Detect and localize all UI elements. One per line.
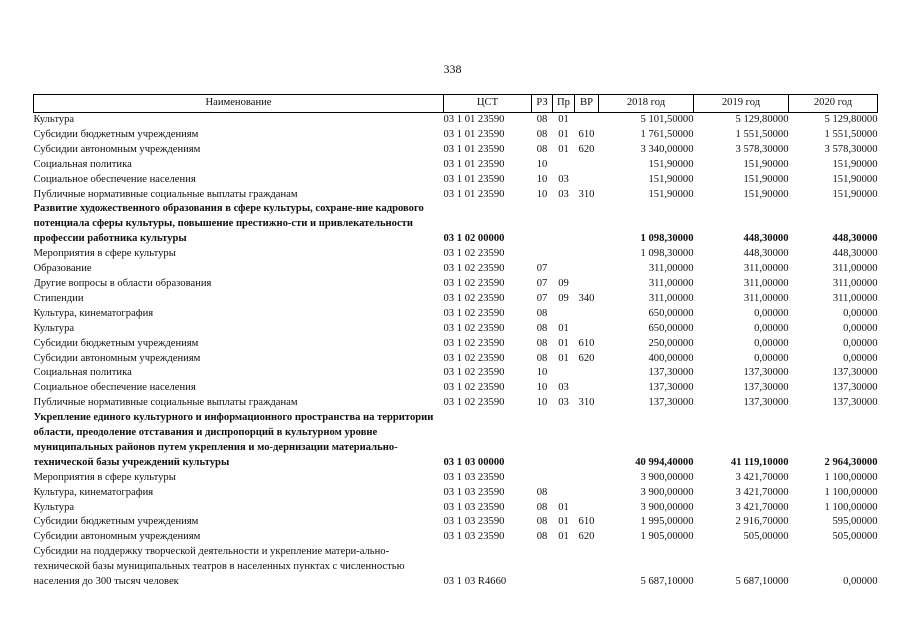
cell-cst: 03 1 02 23590 bbox=[443, 382, 505, 394]
cell-2020: 1 551,50000 bbox=[824, 128, 878, 140]
table-header-row bbox=[34, 95, 878, 113]
cell-pr: 03 bbox=[558, 382, 569, 394]
cell-name: Субсидии автономным учреждениям bbox=[33, 531, 201, 543]
cell-rz: 10 bbox=[536, 173, 548, 185]
cell-name: Социальная политика bbox=[33, 367, 132, 379]
cell-cst: 03 1 01 23590 bbox=[443, 143, 505, 155]
cell-2018: 311,00000 bbox=[648, 292, 694, 304]
cell-2018: 3 900,00000 bbox=[640, 501, 694, 513]
header-2018: 2018 год bbox=[599, 95, 694, 113]
cell-vr: 610 bbox=[578, 516, 595, 528]
cell-rz: 10 bbox=[536, 397, 548, 409]
cell-2018: 151,90000 bbox=[648, 188, 694, 200]
cell-vr bbox=[575, 366, 599, 381]
cell-2019: 311,00000 bbox=[743, 263, 789, 275]
cell-rz bbox=[532, 411, 553, 471]
cell-pr: 01 bbox=[558, 352, 569, 364]
cell-2019: 151,90000 bbox=[743, 158, 789, 170]
cell-vr bbox=[575, 262, 599, 277]
cell-name: Субсидии бюджетным учреждениям bbox=[33, 128, 199, 140]
cell-2020: 137,30000 bbox=[832, 382, 878, 394]
cell-2018: 3 900,00000 bbox=[640, 486, 694, 498]
cell-pr bbox=[553, 486, 575, 501]
cell-pr: 01 bbox=[558, 531, 569, 543]
cell-name: Мероприятия в сфере культуры bbox=[33, 471, 176, 483]
cell-vr: 620 bbox=[578, 352, 595, 364]
cell-2018: 137,30000 bbox=[648, 382, 694, 394]
cell-2019: 1 551,50000 bbox=[735, 128, 789, 140]
cell-2018: 400,00000 bbox=[648, 352, 694, 364]
cell-2020: 2 964,30000 bbox=[824, 456, 878, 468]
cell-vr bbox=[575, 247, 599, 262]
table-row bbox=[34, 158, 878, 173]
cell-2020: 1 100,00000 bbox=[824, 486, 878, 498]
cell-rz: 08 bbox=[536, 322, 548, 334]
cell-pr: 01 bbox=[558, 143, 569, 155]
cell-2019: 0,00000 bbox=[754, 337, 789, 349]
cell-2019: 151,90000 bbox=[743, 173, 789, 185]
cell-2018: 1 761,50000 bbox=[640, 128, 694, 140]
cell-cst: 03 1 02 23590 bbox=[443, 337, 505, 349]
cell-pr: 03 bbox=[558, 397, 569, 409]
cell-pr bbox=[553, 247, 575, 262]
cell-rz: 08 bbox=[536, 337, 548, 349]
cell-2019: 3 421,70000 bbox=[735, 471, 789, 483]
header-pr: Пр bbox=[553, 95, 575, 113]
cell-pr: 03 bbox=[558, 173, 569, 185]
cell-rz: 10 bbox=[536, 367, 548, 379]
cell-pr bbox=[553, 411, 575, 471]
cell-vr: 620 bbox=[578, 531, 595, 543]
cell-name: Субсидии автономным учреждениям bbox=[33, 143, 201, 155]
cell-2020: 137,30000 bbox=[832, 397, 878, 409]
cell-name: Образование bbox=[33, 263, 92, 275]
table-row bbox=[34, 515, 878, 530]
cell-2018: 311,00000 bbox=[648, 263, 694, 275]
cell-2019: 448,30000 bbox=[743, 248, 789, 260]
table-row bbox=[34, 545, 878, 590]
cell-cst: 03 1 03 23590 bbox=[443, 486, 505, 498]
cell-cst: 03 1 02 23590 bbox=[443, 367, 505, 379]
cell-2020: 5 129,80000 bbox=[824, 114, 878, 125]
table-body bbox=[34, 113, 878, 591]
cell-pr bbox=[553, 202, 575, 247]
cell-2020: 0,00000 bbox=[843, 576, 878, 588]
cell-vr bbox=[575, 158, 599, 173]
cell-vr: 310 bbox=[578, 188, 595, 200]
budget-table bbox=[33, 94, 878, 590]
cell-2020: 151,90000 bbox=[832, 173, 878, 185]
cell-2020: 311,00000 bbox=[832, 263, 878, 275]
cell-name: Укрепление единого культурного и информационного пространства на территории области, преодоление отставания и диспропорций в культурном уровне муниципальных районов путем укрепления и мо-дернизации материально-технической базы учреждений культуры bbox=[33, 412, 434, 468]
cell-2020: 1 100,00000 bbox=[824, 501, 878, 513]
cell-2018: 650,00000 bbox=[648, 307, 694, 319]
cell-2018: 1 098,30000 bbox=[640, 248, 694, 260]
header-cst: ЦСТ bbox=[444, 95, 532, 113]
cell-cst: 03 1 03 R4660 bbox=[443, 576, 507, 588]
cell-rz bbox=[532, 471, 553, 486]
cell-vr: 620 bbox=[578, 143, 595, 155]
table-row bbox=[34, 277, 878, 292]
cell-rz: 10 bbox=[536, 158, 548, 170]
cell-2020: 0,00000 bbox=[843, 307, 878, 319]
cell-2019: 2 916,70000 bbox=[735, 516, 789, 528]
cell-name: Культура, кинематография bbox=[33, 307, 154, 319]
cell-rz: 08 bbox=[536, 516, 548, 528]
cell-2018: 137,30000 bbox=[648, 367, 694, 379]
cell-2018: 3 900,00000 bbox=[640, 471, 694, 483]
cell-2019: 3 421,70000 bbox=[735, 486, 789, 498]
cell-2019: 5 129,80000 bbox=[735, 114, 789, 125]
cell-rz bbox=[532, 202, 553, 247]
page-number: 338 bbox=[443, 62, 462, 76]
cell-rz: 08 bbox=[536, 143, 548, 155]
cell-cst: 03 1 03 23590 bbox=[443, 516, 505, 528]
cell-2020: 311,00000 bbox=[832, 277, 878, 289]
table-row bbox=[34, 307, 878, 322]
cell-cst: 03 1 02 23590 bbox=[443, 292, 505, 304]
cell-2019: 0,00000 bbox=[754, 352, 789, 364]
cell-pr: 09 bbox=[558, 292, 569, 304]
cell-2019: 0,00000 bbox=[754, 322, 789, 334]
cell-2019: 311,00000 bbox=[743, 292, 789, 304]
cell-rz bbox=[532, 545, 553, 590]
cell-2020: 151,90000 bbox=[832, 188, 878, 200]
cell-name: Культура, кинематография bbox=[33, 486, 154, 498]
table-row bbox=[34, 262, 878, 277]
cell-cst: 03 1 01 23590 bbox=[443, 128, 505, 140]
cell-rz: 08 bbox=[536, 128, 548, 140]
cell-vr: 610 bbox=[578, 128, 595, 140]
cell-vr bbox=[575, 486, 599, 501]
cell-rz: 08 bbox=[536, 501, 548, 513]
cell-vr bbox=[575, 501, 599, 516]
cell-pr: 01 bbox=[558, 337, 569, 349]
cell-2020: 0,00000 bbox=[843, 337, 878, 349]
cell-rz: 08 bbox=[536, 114, 548, 125]
cell-cst: 03 1 02 23590 bbox=[443, 307, 505, 319]
table-row bbox=[34, 501, 878, 516]
cell-2020: 311,00000 bbox=[832, 292, 878, 304]
cell-rz: 07 bbox=[536, 277, 548, 289]
cell-cst: 03 1 01 23590 bbox=[443, 173, 505, 185]
cell-2019: 505,00000 bbox=[743, 531, 789, 543]
table-row-section bbox=[34, 411, 878, 471]
cell-vr bbox=[575, 322, 599, 337]
cell-cst: 03 1 03 00000 bbox=[443, 456, 505, 468]
cell-cst: 03 1 02 23590 bbox=[443, 248, 505, 260]
cell-pr: 01 bbox=[558, 501, 569, 513]
table-row bbox=[34, 188, 878, 203]
cell-pr bbox=[553, 545, 575, 590]
cell-name: Социальная политика bbox=[33, 158, 132, 170]
cell-name: Субсидии бюджетным учреждениям bbox=[33, 516, 199, 528]
cell-name: Субсидии на поддержку творческой деятельности и укрепление матери-ально-технической базы муниципальных театров в населенных пунктах с численностью населения до 300 тысяч человек bbox=[33, 546, 405, 588]
cell-pr bbox=[553, 262, 575, 277]
table-row bbox=[34, 530, 878, 545]
cell-pr: 01 bbox=[558, 128, 569, 140]
cell-cst: 03 1 02 23590 bbox=[443, 352, 505, 364]
cell-2020: 151,90000 bbox=[832, 158, 878, 170]
cell-2019: 137,30000 bbox=[743, 367, 789, 379]
cell-vr bbox=[575, 113, 599, 128]
cell-pr bbox=[553, 471, 575, 486]
cell-name: Мероприятия в сфере культуры bbox=[33, 248, 176, 260]
cell-2020: 448,30000 bbox=[832, 248, 878, 260]
cell-vr bbox=[575, 202, 599, 247]
cell-vr bbox=[575, 277, 599, 292]
cell-name: Субсидии бюджетным учреждениям bbox=[33, 337, 199, 349]
cell-2019: 3 578,30000 bbox=[735, 143, 789, 155]
cell-vr bbox=[575, 381, 599, 396]
cell-vr bbox=[575, 545, 599, 590]
cell-2020: 0,00000 bbox=[843, 322, 878, 334]
cell-vr: 310 bbox=[578, 397, 595, 409]
table-row bbox=[34, 381, 878, 396]
table-row bbox=[34, 337, 878, 352]
cell-2020: 137,30000 bbox=[832, 367, 878, 379]
cell-2018: 5 687,10000 bbox=[640, 576, 694, 588]
cell-2018: 250,00000 bbox=[648, 337, 694, 349]
cell-2020: 595,00000 bbox=[832, 516, 878, 528]
cell-2018: 1 098,30000 bbox=[640, 233, 694, 245]
cell-rz: 10 bbox=[536, 382, 548, 394]
cell-2019: 151,90000 bbox=[743, 188, 789, 200]
cell-cst: 03 1 01 23590 bbox=[443, 188, 505, 200]
table-row bbox=[34, 471, 878, 486]
cell-2020: 0,00000 bbox=[843, 352, 878, 364]
cell-cst: 03 1 01 23590 bbox=[443, 158, 505, 170]
cell-pr bbox=[553, 366, 575, 381]
table-row bbox=[34, 143, 878, 158]
cell-pr: 01 bbox=[558, 322, 569, 334]
cell-vr bbox=[575, 411, 599, 471]
cell-cst: 03 1 01 23590 bbox=[443, 114, 505, 125]
cell-pr: 01 bbox=[558, 516, 569, 528]
cell-vr bbox=[575, 307, 599, 322]
cell-2018: 1 905,00000 bbox=[640, 531, 694, 543]
cell-name: Субсидии автономным учреждениям bbox=[33, 352, 201, 364]
cell-2018: 3 340,00000 bbox=[640, 143, 694, 155]
cell-cst: 03 1 02 00000 bbox=[443, 233, 505, 245]
cell-2018: 5 101,50000 bbox=[640, 114, 694, 125]
table-row bbox=[34, 247, 878, 262]
cell-2018: 311,00000 bbox=[648, 277, 694, 289]
table-row bbox=[34, 292, 878, 307]
header-rz: РЗ bbox=[532, 95, 553, 113]
table-row bbox=[34, 173, 878, 188]
cell-rz: 08 bbox=[536, 531, 548, 543]
cell-rz: 08 bbox=[536, 352, 548, 364]
cell-cst: 03 1 02 23590 bbox=[443, 277, 505, 289]
cell-name: Другие вопросы в области образования bbox=[33, 277, 212, 289]
cell-name: Публичные нормативные социальные выплаты гражданам bbox=[33, 397, 298, 409]
cell-name: Социальное обеспечение населения bbox=[33, 382, 196, 394]
cell-2019: 448,30000 bbox=[743, 233, 789, 245]
cell-2020: 3 578,30000 bbox=[824, 143, 878, 155]
cell-2018: 40 994,40000 bbox=[635, 456, 694, 468]
cell-rz: 10 bbox=[536, 188, 548, 200]
cell-pr: 09 bbox=[558, 277, 569, 289]
cell-2019: 3 421,70000 bbox=[735, 501, 789, 513]
cell-cst: 03 1 03 23590 bbox=[443, 471, 505, 483]
cell-rz: 07 bbox=[536, 292, 548, 304]
cell-2018: 650,00000 bbox=[648, 322, 694, 334]
cell-2019: 311,00000 bbox=[743, 277, 789, 289]
table-row bbox=[34, 128, 878, 143]
header-2019: 2019 год bbox=[694, 95, 789, 113]
header-name: Наименование bbox=[34, 95, 444, 113]
cell-2019: 0,00000 bbox=[754, 307, 789, 319]
cell-rz: 07 bbox=[536, 263, 548, 275]
cell-2018: 137,30000 bbox=[648, 397, 694, 409]
table-row-section bbox=[34, 202, 878, 247]
cell-pr bbox=[553, 307, 575, 322]
cell-cst: 03 1 02 23590 bbox=[443, 397, 505, 409]
cell-2020: 1 100,00000 bbox=[824, 471, 878, 483]
cell-vr: 340 bbox=[578, 292, 595, 304]
cell-cst: 03 1 03 23590 bbox=[443, 501, 505, 513]
cell-2019: 137,30000 bbox=[743, 397, 789, 409]
header-2020: 2020 год bbox=[789, 95, 878, 113]
cell-2019: 41 119,10000 bbox=[730, 456, 789, 468]
cell-2019: 5 687,10000 bbox=[735, 576, 789, 588]
cell-name: Развитие художественного образования в сфере культуры, сохране-ние кадрового потенциала сферы культуры, повышение престижно-сти и привлекательности профессии работника культуры bbox=[33, 203, 424, 245]
cell-name: Культура bbox=[33, 114, 75, 125]
cell-rz: 08 bbox=[536, 307, 548, 319]
table-row bbox=[34, 486, 878, 501]
cell-pr: 01 bbox=[558, 114, 569, 125]
cell-cst: 03 1 02 23590 bbox=[443, 322, 505, 334]
cell-name: Культура bbox=[33, 322, 75, 334]
table-row bbox=[34, 352, 878, 367]
cell-name: Культура bbox=[33, 501, 75, 513]
cell-name: Социальное обеспечение населения bbox=[33, 173, 196, 185]
cell-2018: 151,90000 bbox=[648, 173, 694, 185]
cell-vr bbox=[575, 173, 599, 188]
cell-2018: 151,90000 bbox=[648, 158, 694, 170]
cell-pr bbox=[553, 158, 575, 173]
cell-rz: 08 bbox=[536, 486, 548, 498]
cell-cst: 03 1 02 23590 bbox=[443, 263, 505, 275]
cell-rz bbox=[532, 247, 553, 262]
cell-name: Стипендии bbox=[33, 292, 84, 304]
header-vr: ВР bbox=[575, 95, 599, 113]
cell-2020: 448,30000 bbox=[832, 233, 878, 245]
cell-vr: 610 bbox=[578, 337, 595, 349]
cell-name: Публичные нормативные социальные выплаты гражданам bbox=[33, 188, 298, 200]
table-row bbox=[34, 396, 878, 411]
cell-2019: 137,30000 bbox=[743, 382, 789, 394]
cell-2018: 1 995,00000 bbox=[640, 516, 694, 528]
table-row bbox=[34, 366, 878, 381]
cell-2020: 505,00000 bbox=[832, 531, 878, 543]
table-row bbox=[34, 322, 878, 337]
table-row bbox=[34, 113, 878, 128]
cell-vr bbox=[575, 471, 599, 486]
cell-cst: 03 1 03 23590 bbox=[443, 531, 505, 543]
cell-pr: 03 bbox=[558, 188, 569, 200]
